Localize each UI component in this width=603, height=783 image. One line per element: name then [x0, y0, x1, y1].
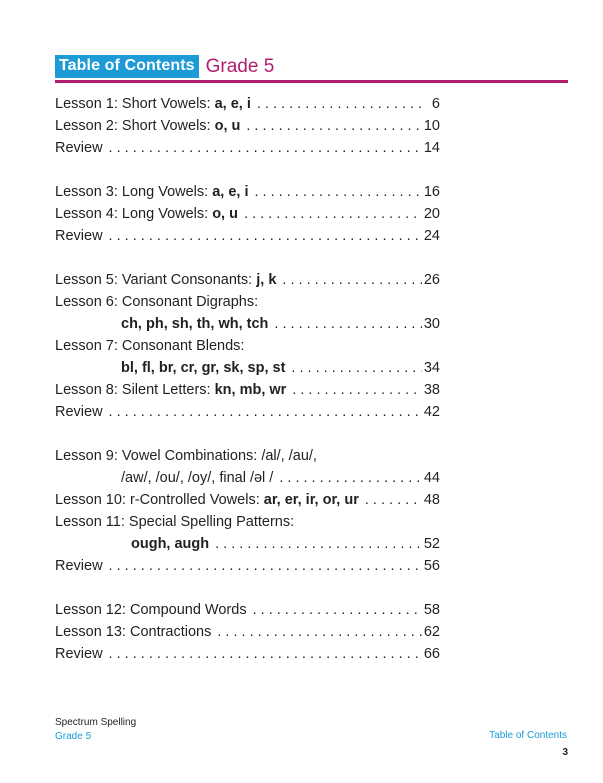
- toc-entry: [55, 467, 440, 489]
- toc-entry-page: 58: [423, 602, 440, 618]
- page-number: 3: [562, 747, 568, 758]
- toc-entry-spelling-pattern: ch, ph, sh, th, wh, tch: [121, 316, 269, 332]
- toc-entry-label: [55, 93, 251, 115]
- dot-leader: [109, 555, 422, 577]
- toc-entry: [55, 511, 440, 533]
- toc-entry-text: Review: [55, 404, 103, 420]
- toc-group: [55, 181, 440, 247]
- toc-entry-page: 38: [423, 382, 440, 398]
- toc-entry-label: [55, 599, 247, 621]
- toc-entry: [55, 93, 440, 115]
- toc-entry-spelling-pattern: ough, augh: [131, 536, 210, 552]
- toc-entry-label: [121, 467, 273, 489]
- toc-entry-text: Review: [55, 558, 103, 574]
- dot-leader: [291, 357, 421, 379]
- grade-title: Grade 5: [205, 55, 275, 77]
- dot-leader: [109, 225, 422, 247]
- toc-entry: [55, 225, 440, 247]
- toc-group: [55, 599, 440, 665]
- toc-entry-text: /aw/, /ou/, /oy/, final /əl /: [121, 470, 274, 486]
- toc-entry-text: Lesson 5: Variant Consonants:: [55, 272, 257, 288]
- toc-entry: [55, 203, 440, 225]
- toc-group: [55, 445, 440, 577]
- toc-entry-label: [121, 357, 285, 379]
- dot-leader: [246, 115, 421, 137]
- toc-entry-label: [55, 335, 244, 357]
- toc-entry-text: Review: [55, 140, 103, 156]
- toc-entry-spelling-pattern: a, e, i: [214, 96, 251, 112]
- toc-entry: [55, 313, 440, 335]
- toc-entry-label: [55, 379, 286, 401]
- dot-leader: [279, 467, 422, 489]
- toc-entry-label: [55, 203, 238, 225]
- toc-entry-page: 30: [423, 316, 440, 332]
- toc-entry-label: [55, 181, 248, 203]
- table-of-contents: [55, 93, 440, 687]
- toc-entry-label: [55, 401, 103, 423]
- dot-leader: [254, 181, 421, 203]
- toc-entry-label: [55, 445, 317, 467]
- dot-leader: [109, 401, 422, 423]
- dot-leader: [215, 533, 422, 555]
- toc-entry-label: [55, 269, 276, 291]
- toc-entry-text: Lesson 7: Consonant Blends:: [55, 338, 245, 354]
- toc-entry-page: 66: [423, 646, 440, 662]
- toc-entry: [55, 533, 440, 555]
- toc-entry-page: 26: [423, 272, 440, 288]
- toc-entry-label: [121, 313, 268, 335]
- footer-section: Table of Contents: [489, 730, 567, 741]
- toc-entry-spelling-pattern: kn, mb, wr: [214, 382, 287, 398]
- toc-entry-label: [55, 137, 103, 159]
- toc-entry-page: 52: [423, 536, 440, 552]
- dot-leader: [244, 203, 422, 225]
- toc-entry-label: [131, 533, 209, 555]
- toc-entry-text: Lesson 9: Vowel Combinations: /al/, /au/,: [55, 448, 317, 464]
- dot-leader: [257, 93, 424, 115]
- toc-entry-text: Lesson 13: Contractions: [55, 624, 212, 640]
- toc-entry: [55, 115, 440, 137]
- toc-entry-text: Lesson 4: Long Vowels:: [55, 206, 213, 222]
- toc-entry: [55, 379, 440, 401]
- toc-entry-spelling-pattern: o, u: [212, 206, 238, 222]
- toc-entry: [55, 445, 440, 467]
- toc-entry-page: 10: [423, 118, 440, 134]
- toc-entry-text: Lesson 3: Long Vowels:: [55, 184, 213, 200]
- footer-left: [55, 716, 136, 744]
- toc-entry-text: Lesson 8: Silent Letters:: [55, 382, 215, 398]
- toc-entry-label: [55, 291, 258, 313]
- toc-entry-page: 16: [423, 184, 440, 200]
- toc-entry-text: Review: [55, 646, 103, 662]
- footer-series: Spectrum Spelling: [55, 717, 137, 728]
- toc-entry-label: [55, 621, 211, 643]
- toc-entry-page: 14: [423, 140, 440, 156]
- dot-leader: [109, 643, 422, 665]
- section-title: Table of Contents: [55, 55, 199, 78]
- toc-entry-text: Lesson 10: r-Controlled Vowels:: [55, 492, 264, 508]
- toc-entry: [55, 137, 440, 159]
- dot-leader: [274, 313, 421, 335]
- toc-entry-spelling-pattern: j, k: [256, 272, 277, 288]
- toc-entry-spelling-pattern: a, e, i: [212, 184, 249, 200]
- toc-entry: [55, 181, 440, 203]
- toc-entry: [55, 401, 440, 423]
- toc-entry-label: [55, 115, 240, 137]
- toc-entry: [55, 269, 440, 291]
- toc-entry-text: Lesson 2: Short Vowels:: [55, 118, 215, 134]
- toc-entry-page: 20: [423, 206, 440, 222]
- toc-entry-text: Lesson 1: Short Vowels:: [55, 96, 215, 112]
- dot-leader: [282, 269, 421, 291]
- toc-entry-label: [55, 225, 103, 247]
- toc-entry-page: 44: [423, 470, 440, 486]
- toc-group: [55, 269, 440, 423]
- toc-entry-page: 62: [423, 624, 440, 640]
- dot-leader: [217, 621, 421, 643]
- toc-entry-spelling-pattern: o, u: [214, 118, 241, 134]
- toc-entry-page: 6: [431, 96, 440, 112]
- toc-entry-page: 42: [423, 404, 440, 420]
- toc-entry-page: 48: [423, 492, 440, 508]
- toc-entry: [55, 621, 440, 643]
- toc-group: [55, 93, 440, 159]
- toc-entry-label: [55, 643, 103, 665]
- toc-entry-text: Lesson 11: Special Spelling Patterns:: [55, 514, 295, 530]
- toc-entry-label: [55, 555, 103, 577]
- toc-entry: [55, 357, 440, 379]
- header-divider: [55, 80, 568, 83]
- toc-entry-text: Lesson 6: Consonant Digraphs:: [55, 294, 259, 310]
- toc-entry-text: Lesson 12: Compound Words: [55, 602, 247, 618]
- toc-entry-text: Review: [55, 228, 103, 244]
- toc-entry-page: 24: [423, 228, 440, 244]
- dot-leader: [292, 379, 422, 401]
- toc-entry: [55, 489, 440, 511]
- toc-entry: [55, 291, 440, 313]
- page-header: [55, 55, 274, 78]
- toc-entry-label: [55, 511, 294, 533]
- toc-entry: [55, 335, 440, 357]
- toc-entry-spelling-pattern: ar, er, ir, or, ur: [263, 492, 359, 508]
- toc-entry: [55, 643, 440, 665]
- dot-leader: [365, 489, 422, 511]
- dot-leader: [109, 137, 422, 159]
- toc-entry-page: 34: [423, 360, 440, 376]
- dot-leader: [253, 599, 422, 621]
- toc-entry-label: [55, 489, 359, 511]
- toc-entry: [55, 599, 440, 621]
- toc-entry-page: 56: [423, 558, 440, 574]
- toc-entry: [55, 555, 440, 577]
- footer-grade: Grade 5: [55, 731, 92, 742]
- toc-entry-spelling-pattern: bl, fl, br, cr, gr, sk, sp, st: [121, 360, 286, 376]
